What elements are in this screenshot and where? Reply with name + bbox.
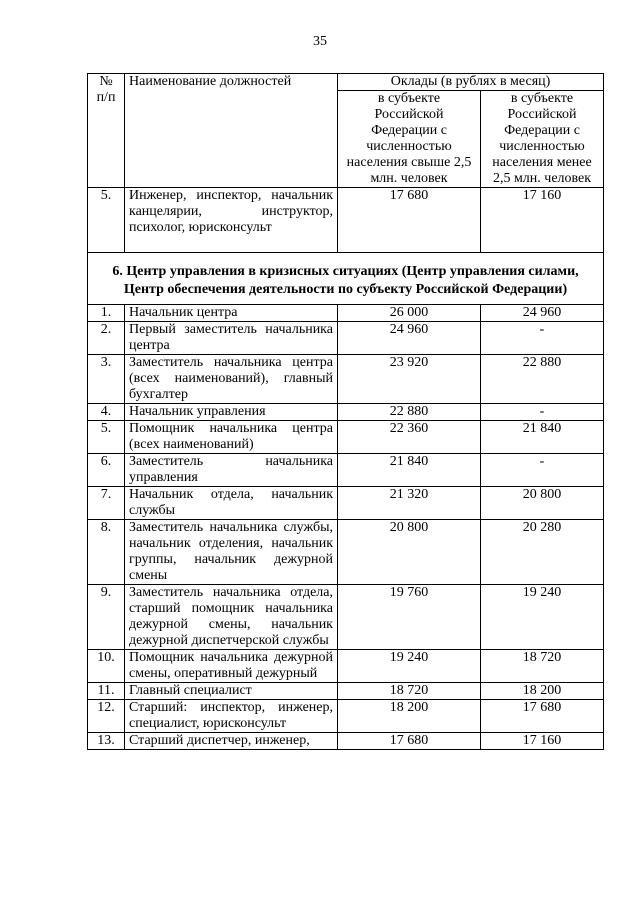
- salary-over-2-5m: 18 200: [338, 700, 481, 733]
- position-name: Заместитель начальника центра (всех наименований), главный бухгалтер: [125, 355, 338, 404]
- table-row: [88, 454, 604, 487]
- header-salaries: Оклады (в рублях в месяц): [338, 74, 604, 91]
- row-number: 5.: [88, 421, 125, 454]
- position-name: Начальник отдела, начальник службы: [125, 487, 338, 520]
- salary-over-2-5m: 19 240: [338, 650, 481, 683]
- salary-over-2-5m: 24 960: [338, 322, 481, 355]
- table-row: [88, 487, 604, 520]
- salary-over-2-5m: 19 760: [338, 585, 481, 650]
- row-number: 9.: [88, 585, 125, 650]
- row-number: 6.: [88, 454, 125, 487]
- position-name: Заместитель начальника управления: [125, 454, 338, 487]
- salary-under-2-5m: 20 280: [481, 520, 604, 585]
- position-name: Помощник начальника дежурной смены, оперативный дежурный: [125, 650, 338, 683]
- table-row: [88, 683, 604, 700]
- salary-over-2-5m: 23 920: [338, 355, 481, 404]
- position-name: Главный специалист: [125, 683, 338, 700]
- row-number: 7.: [88, 487, 125, 520]
- position-name: Заместитель начальника отдела, старший помощник начальника дежурной смены, начальник дежурной диспетчерской службы: [125, 585, 338, 650]
- salary-over-2-5m: 22 360: [338, 421, 481, 454]
- header-col-b: в субъекте Российской Федерации с численностью населения менее 2,5 млн. человек: [481, 91, 604, 188]
- salary-under-2-5m: 24 960: [481, 305, 604, 322]
- header-num: № п/п: [88, 74, 125, 188]
- row-number: 11.: [88, 683, 125, 700]
- row-number: 10.: [88, 650, 125, 683]
- table-row: [88, 520, 604, 585]
- row-number: 13.: [88, 733, 125, 750]
- position-name: Инженер, инспектор, начальник канцелярии, инструктор, психолог, юрисконсульт: [125, 188, 338, 253]
- salary-over-2-5m: 26 000: [338, 305, 481, 322]
- salary-over-2-5m: 22 880: [338, 404, 481, 421]
- row-number: 3.: [88, 355, 125, 404]
- position-name: Старший: инспектор, инженер, специалист, юрисконсульт: [125, 700, 338, 733]
- salary-over-2-5m: 18 720: [338, 683, 481, 700]
- row-number: 12.: [88, 700, 125, 733]
- salary-over-2-5m: 21 840: [338, 454, 481, 487]
- salary-under-2-5m: 19 240: [481, 585, 604, 650]
- table-row: [88, 355, 604, 404]
- position-name: Заместитель начальника службы, начальник отделения, начальник группы, начальник дежурной смены: [125, 520, 338, 585]
- salary-under-2-5m: 22 880: [481, 355, 604, 404]
- header-col-a: в субъекте Российской Федерации с численностью населения свыше 2,5 млн. человек: [338, 91, 481, 188]
- section-title: 6. Центр управления в кризисных ситуациях (Центр управления силами, Центр обеспечения деятельности по субъекту Российской Федерации): [88, 253, 604, 305]
- salary-under-2-5m: 18 720: [481, 650, 604, 683]
- salary-under-2-5m: -: [481, 322, 604, 355]
- section-heading-row: [88, 253, 604, 305]
- table-row: [88, 700, 604, 733]
- salary-under-2-5m: 17 680: [481, 700, 604, 733]
- salary-under-2-5m: 17 160: [481, 188, 604, 253]
- row-number: 1.: [88, 305, 125, 322]
- salary-under-2-5m: 20 800: [481, 487, 604, 520]
- table-row: [88, 322, 604, 355]
- position-name: Первый заместитель начальника центра: [125, 322, 338, 355]
- table-row: [88, 305, 604, 322]
- table-row: [88, 188, 604, 253]
- table-row: [88, 650, 604, 683]
- position-name: Начальник центра: [125, 305, 338, 322]
- position-name: Старший диспетчер, инженер,: [125, 733, 338, 750]
- position-name: Начальник управления: [125, 404, 338, 421]
- salary-over-2-5m: 17 680: [338, 733, 481, 750]
- header-name: Наименование должностей: [125, 74, 338, 188]
- salary-under-2-5m: 21 840: [481, 421, 604, 454]
- table-row: [88, 404, 604, 421]
- salary-over-2-5m: 20 800: [338, 520, 481, 585]
- table-row: [88, 421, 604, 454]
- table-header-row: [88, 74, 604, 91]
- page-number: 35: [313, 34, 327, 49]
- salary-under-2-5m: -: [481, 454, 604, 487]
- position-name: Помощник начальника центра (всех наименований): [125, 421, 338, 454]
- row-number: 2.: [88, 322, 125, 355]
- table-row: [88, 585, 604, 650]
- row-number: 8.: [88, 520, 125, 585]
- row-number: 5.: [88, 188, 125, 253]
- salary-table: [87, 73, 604, 750]
- salary-under-2-5m: 18 200: [481, 683, 604, 700]
- salary-under-2-5m: 17 160: [481, 733, 604, 750]
- salary-over-2-5m: 17 680: [338, 188, 481, 253]
- row-number: 4.: [88, 404, 125, 421]
- salary-over-2-5m: 21 320: [338, 487, 481, 520]
- salary-under-2-5m: -: [481, 404, 604, 421]
- table-row: [88, 733, 604, 750]
